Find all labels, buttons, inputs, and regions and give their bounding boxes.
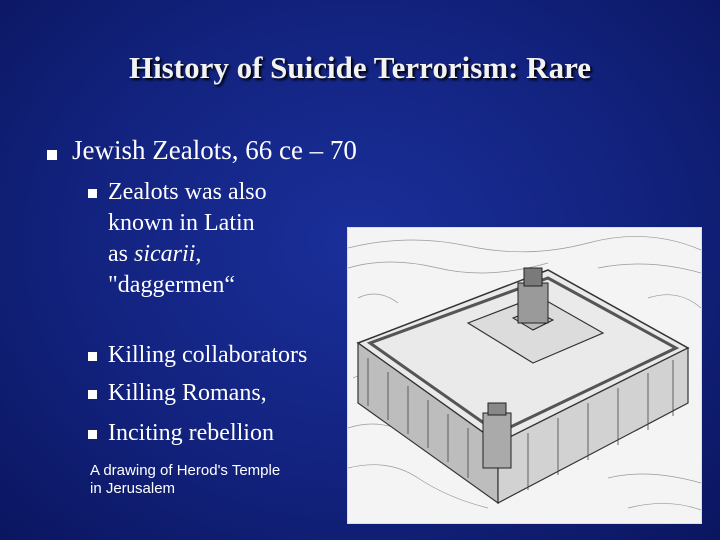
main-bullet: [47, 135, 357, 166]
sub-bullet-romans: [88, 378, 267, 409]
caption-line: in Jerusalem: [90, 480, 176, 497]
latin-term: sicarii: [134, 241, 196, 267]
square-bullet-icon: [88, 352, 97, 361]
sub-bullet-line: known in Latin: [108, 210, 255, 236]
sub-bullet-zealots: [88, 177, 267, 301]
sub-bullet-line: "daggermen“: [108, 272, 236, 298]
sub-bullet-rebellion: [88, 418, 274, 449]
main-bullet-text: Jewish Zealots, 66 ce – 70: [72, 135, 357, 165]
square-bullet-icon: [88, 430, 97, 439]
sub-bullet-text: Killing collaborators: [108, 342, 308, 368]
temple-drawing-svg: [348, 228, 701, 523]
temple-drawing-image: [347, 227, 702, 524]
slide-title: History of Suicide Terrorism: Rare: [128, 50, 592, 85]
image-caption: [90, 462, 280, 498]
caption-line: A drawing of Herod's Temple: [90, 462, 281, 479]
square-bullet-icon: [47, 150, 57, 160]
sub-bullet-line: Zealots was also: [108, 179, 267, 205]
square-bullet-icon: [88, 390, 97, 399]
text-fragment: as: [108, 241, 134, 267]
text-fragment: ,: [195, 241, 202, 267]
sub-bullet-line: [108, 239, 267, 270]
sub-bullet-collaborators: [88, 340, 307, 371]
sub-bullet-text: Killing Romans,: [108, 380, 267, 406]
square-bullet-icon: [88, 189, 97, 198]
sub-bullet-text: Inciting rebellion: [108, 420, 274, 446]
